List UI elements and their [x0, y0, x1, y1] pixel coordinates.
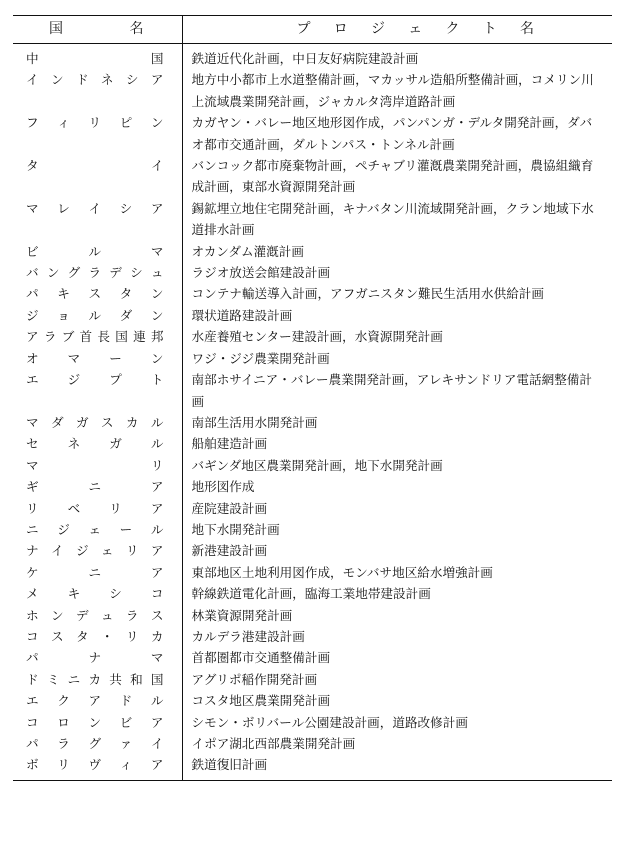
- project-cell: [182, 519, 612, 540]
- country-cell: [13, 69, 182, 112]
- project-cell: [182, 754, 612, 780]
- table-row: [13, 433, 612, 454]
- project-names: 地形図作成: [191, 479, 255, 495]
- country-name: ナ イ ジ ェ リ ア: [26, 543, 164, 559]
- project-cell: [182, 283, 612, 304]
- project-cell: [182, 433, 612, 454]
- project-cell: [182, 69, 612, 112]
- project-names: 首都圏都市交通整備計画: [191, 650, 331, 666]
- project-cell: [182, 155, 612, 198]
- project-names: 南部ホサイニア・バレー農業開発計画，アレキサンドリア電話網整備計画: [191, 372, 592, 409]
- table-row: [13, 155, 612, 198]
- project-cell: [182, 690, 612, 711]
- table-row: [13, 326, 612, 347]
- table-row: [13, 498, 612, 519]
- country-cell: [13, 476, 182, 497]
- table-row: [13, 112, 612, 155]
- project-cell: [182, 44, 612, 70]
- project-names: 鉄道復旧計画: [191, 757, 268, 773]
- project-cell: [182, 476, 612, 497]
- table-row: [13, 412, 612, 433]
- project-cell: [182, 112, 612, 155]
- country-name: マ リ: [26, 457, 164, 473]
- country-cell: [13, 733, 182, 754]
- project-names: コンテナ輸送導入計画，アフガニスタン難民生活用水供給計画: [191, 286, 544, 302]
- country-cell: [13, 519, 182, 540]
- project-names: バギンダ地区農業開発計画，地下水開発計画: [191, 457, 443, 473]
- country-name: オ マ ー ン: [26, 350, 164, 366]
- project-cell: [182, 733, 612, 754]
- project-cell: [182, 626, 612, 647]
- project-cell: [182, 669, 612, 690]
- project-names: 環状道路建設計画: [191, 307, 293, 323]
- project-names: 新港建設計画: [191, 543, 268, 559]
- country-cell: [13, 112, 182, 155]
- project-names: 林業資源開発計画: [191, 607, 293, 623]
- country-name: エ ク ア ド ル: [26, 693, 164, 709]
- project-names: 幹線鉄道電化計画，臨海工業地帯建設計画: [191, 586, 431, 602]
- country-cell: [13, 712, 182, 733]
- country-name: エ ジ プ ト: [26, 372, 164, 388]
- country-name: コ ス タ ・ リ カ: [26, 628, 164, 644]
- project-cell: [182, 198, 612, 241]
- table-row: [13, 348, 612, 369]
- project-cell: [182, 605, 612, 626]
- country-name: セ ネ ガ ル: [26, 436, 164, 452]
- project-names: バンコック都市廃棄物計画，ペチャブリ灌漑農業開発計画，農協組織育成計画，東部水資源開発計画: [191, 158, 594, 195]
- country-cell: [13, 626, 182, 647]
- country-name: パ キ ス タ ン: [26, 286, 164, 302]
- project-cell: [182, 348, 612, 369]
- table-row: [13, 690, 612, 711]
- country-name: ケ ニ ア: [26, 564, 164, 580]
- table-row: [13, 44, 612, 70]
- table-row: [13, 626, 612, 647]
- project-names: 地方中小都市上水道整備計画，マカッサル造船所整備計画，コメリン川上流域農業開発計画，ジャカルタ湾岸道路計画: [191, 72, 594, 109]
- project-cell: [182, 241, 612, 262]
- country-cell: [13, 562, 182, 583]
- project-names: 南部生活用水開発計画: [191, 414, 318, 430]
- table-row: [13, 540, 612, 561]
- project-cell: [182, 369, 612, 412]
- table-row: [13, 712, 612, 733]
- table-row: [13, 733, 612, 754]
- project-cell: [182, 562, 612, 583]
- country-cell: [13, 369, 182, 412]
- country-cell: [13, 44, 182, 70]
- country-name: マ ダ ガ ス カ ル: [26, 414, 164, 430]
- project-names: 錫鉱埋立地住宅開発計画，キナバタン川流域開発計画，クラン地域下水道排水計画: [191, 200, 594, 238]
- table-row: [13, 241, 612, 262]
- project-cell: [182, 262, 612, 283]
- column-header-country: [13, 16, 182, 44]
- country-name: ア ラ ブ 首 長 国 連 邦: [26, 329, 164, 345]
- country-cell: [13, 583, 182, 604]
- table-row: [13, 283, 612, 304]
- country-name: コ ロ ン ビ ア: [26, 714, 164, 730]
- table-row: [13, 369, 612, 412]
- country-name: タ イ: [26, 158, 164, 174]
- project-names: 産院建設計画: [191, 500, 268, 516]
- table-row: [13, 583, 612, 604]
- project-names: カガヤン・バレー地区地形図作成，パンパンガ・デルタ開発計画，ダバオ都市交通計画，ダルトンパス・トンネル計画: [191, 115, 593, 152]
- country-name: イ ン ド ネ シ ア: [26, 72, 164, 88]
- country-name: ド ミ ニ カ 共 和 国: [26, 671, 164, 687]
- country-cell: [13, 262, 182, 283]
- country-name: ボ リ ヴ ィ ア: [26, 757, 164, 773]
- table-row: [13, 647, 612, 668]
- country-name: リ ベ リ ア: [26, 500, 164, 516]
- table-row: [13, 562, 612, 583]
- country-name: フ ィ リ ピ ン: [26, 115, 164, 131]
- country-cell: [13, 754, 182, 780]
- country-cell: [13, 283, 182, 304]
- table-header-row: [13, 16, 612, 44]
- country-name: ジ ョ ル ダ ン: [26, 307, 164, 323]
- country-cell: [13, 155, 182, 198]
- project-cell: [182, 540, 612, 561]
- project-cell: [182, 647, 612, 668]
- country-cell: [13, 241, 182, 262]
- country-cell: [13, 305, 182, 326]
- project-names: イポア湖北西部農業開発計画: [191, 736, 356, 751]
- project-names: ラジオ放送会館建設計画: [191, 265, 331, 281]
- table-row: [13, 198, 612, 241]
- country-name: ホ ン デ ュ ラ ス: [26, 607, 164, 623]
- project-names: 水産養殖センター建設計画，水資源開発計画: [191, 329, 443, 345]
- country-cell: [13, 498, 182, 519]
- project-cell: [182, 305, 612, 326]
- table-row: [13, 519, 612, 540]
- country-name: メ キ シ コ: [26, 586, 164, 602]
- country-name: マ レ イ シ ア: [26, 200, 164, 216]
- project-names: ワジ・ジジ農業開発計画: [191, 350, 330, 366]
- country-name: パ ラ グ ァ イ: [26, 736, 164, 751]
- country-name: ビ ル マ: [26, 243, 164, 259]
- table-row: [13, 455, 612, 476]
- project-names: 船舶建造計画: [191, 436, 268, 452]
- country-cell: [13, 198, 182, 241]
- column-header-country-label: 国 名: [49, 20, 144, 37]
- project-table: [13, 15, 612, 781]
- column-header-project-label: プ ロ ジ ェ ク ト 名: [296, 20, 534, 37]
- table-row: [13, 305, 612, 326]
- country-name: ギ ニ ア: [26, 479, 164, 495]
- project-cell: [182, 326, 612, 347]
- table-body: [13, 44, 612, 781]
- table-row: [13, 754, 612, 780]
- country-cell: [13, 540, 182, 561]
- project-names: コスタ地区農業開発計画: [191, 693, 331, 709]
- project-cell: [182, 583, 612, 604]
- country-cell: [13, 433, 182, 454]
- table-row: [13, 262, 612, 283]
- project-names: 地下水開発計画: [191, 521, 280, 537]
- table-row: [13, 69, 612, 112]
- country-name: パ ナ マ: [26, 650, 164, 666]
- country-name: バ ン グ ラ デ シ ュ: [26, 265, 164, 281]
- table-row: [13, 669, 612, 690]
- project-cell: [182, 455, 612, 476]
- table-row: [13, 605, 612, 626]
- country-cell: [13, 669, 182, 690]
- project-cell: [182, 498, 612, 519]
- country-cell: [13, 455, 182, 476]
- country-cell: [13, 647, 182, 668]
- country-name: ニ ジ ェ ー ル: [26, 521, 164, 537]
- project-cell: [182, 712, 612, 733]
- country-cell: [13, 605, 182, 626]
- project-cell: [182, 412, 612, 433]
- project-names: オカンダム灌漑計画: [191, 243, 304, 259]
- country-cell: [13, 690, 182, 711]
- column-header-project: [182, 16, 612, 44]
- country-name: 中 国: [26, 51, 164, 66]
- table-row: [13, 476, 612, 497]
- country-cell: [13, 348, 182, 369]
- country-cell: [13, 326, 182, 347]
- project-names: 東部地区土地利用図作成，モンバサ地区給水増強計画: [191, 564, 493, 580]
- project-names: 鉄道近代化計画，中日友好病院建設計画: [191, 51, 419, 66]
- project-names: シモン・ボリバール公園建設計画，道路改修計画: [191, 714, 468, 730]
- project-names: カルデラ港建設計画: [191, 628, 305, 644]
- project-names: アグリポ稲作開発計画: [191, 671, 318, 687]
- country-cell: [13, 412, 182, 433]
